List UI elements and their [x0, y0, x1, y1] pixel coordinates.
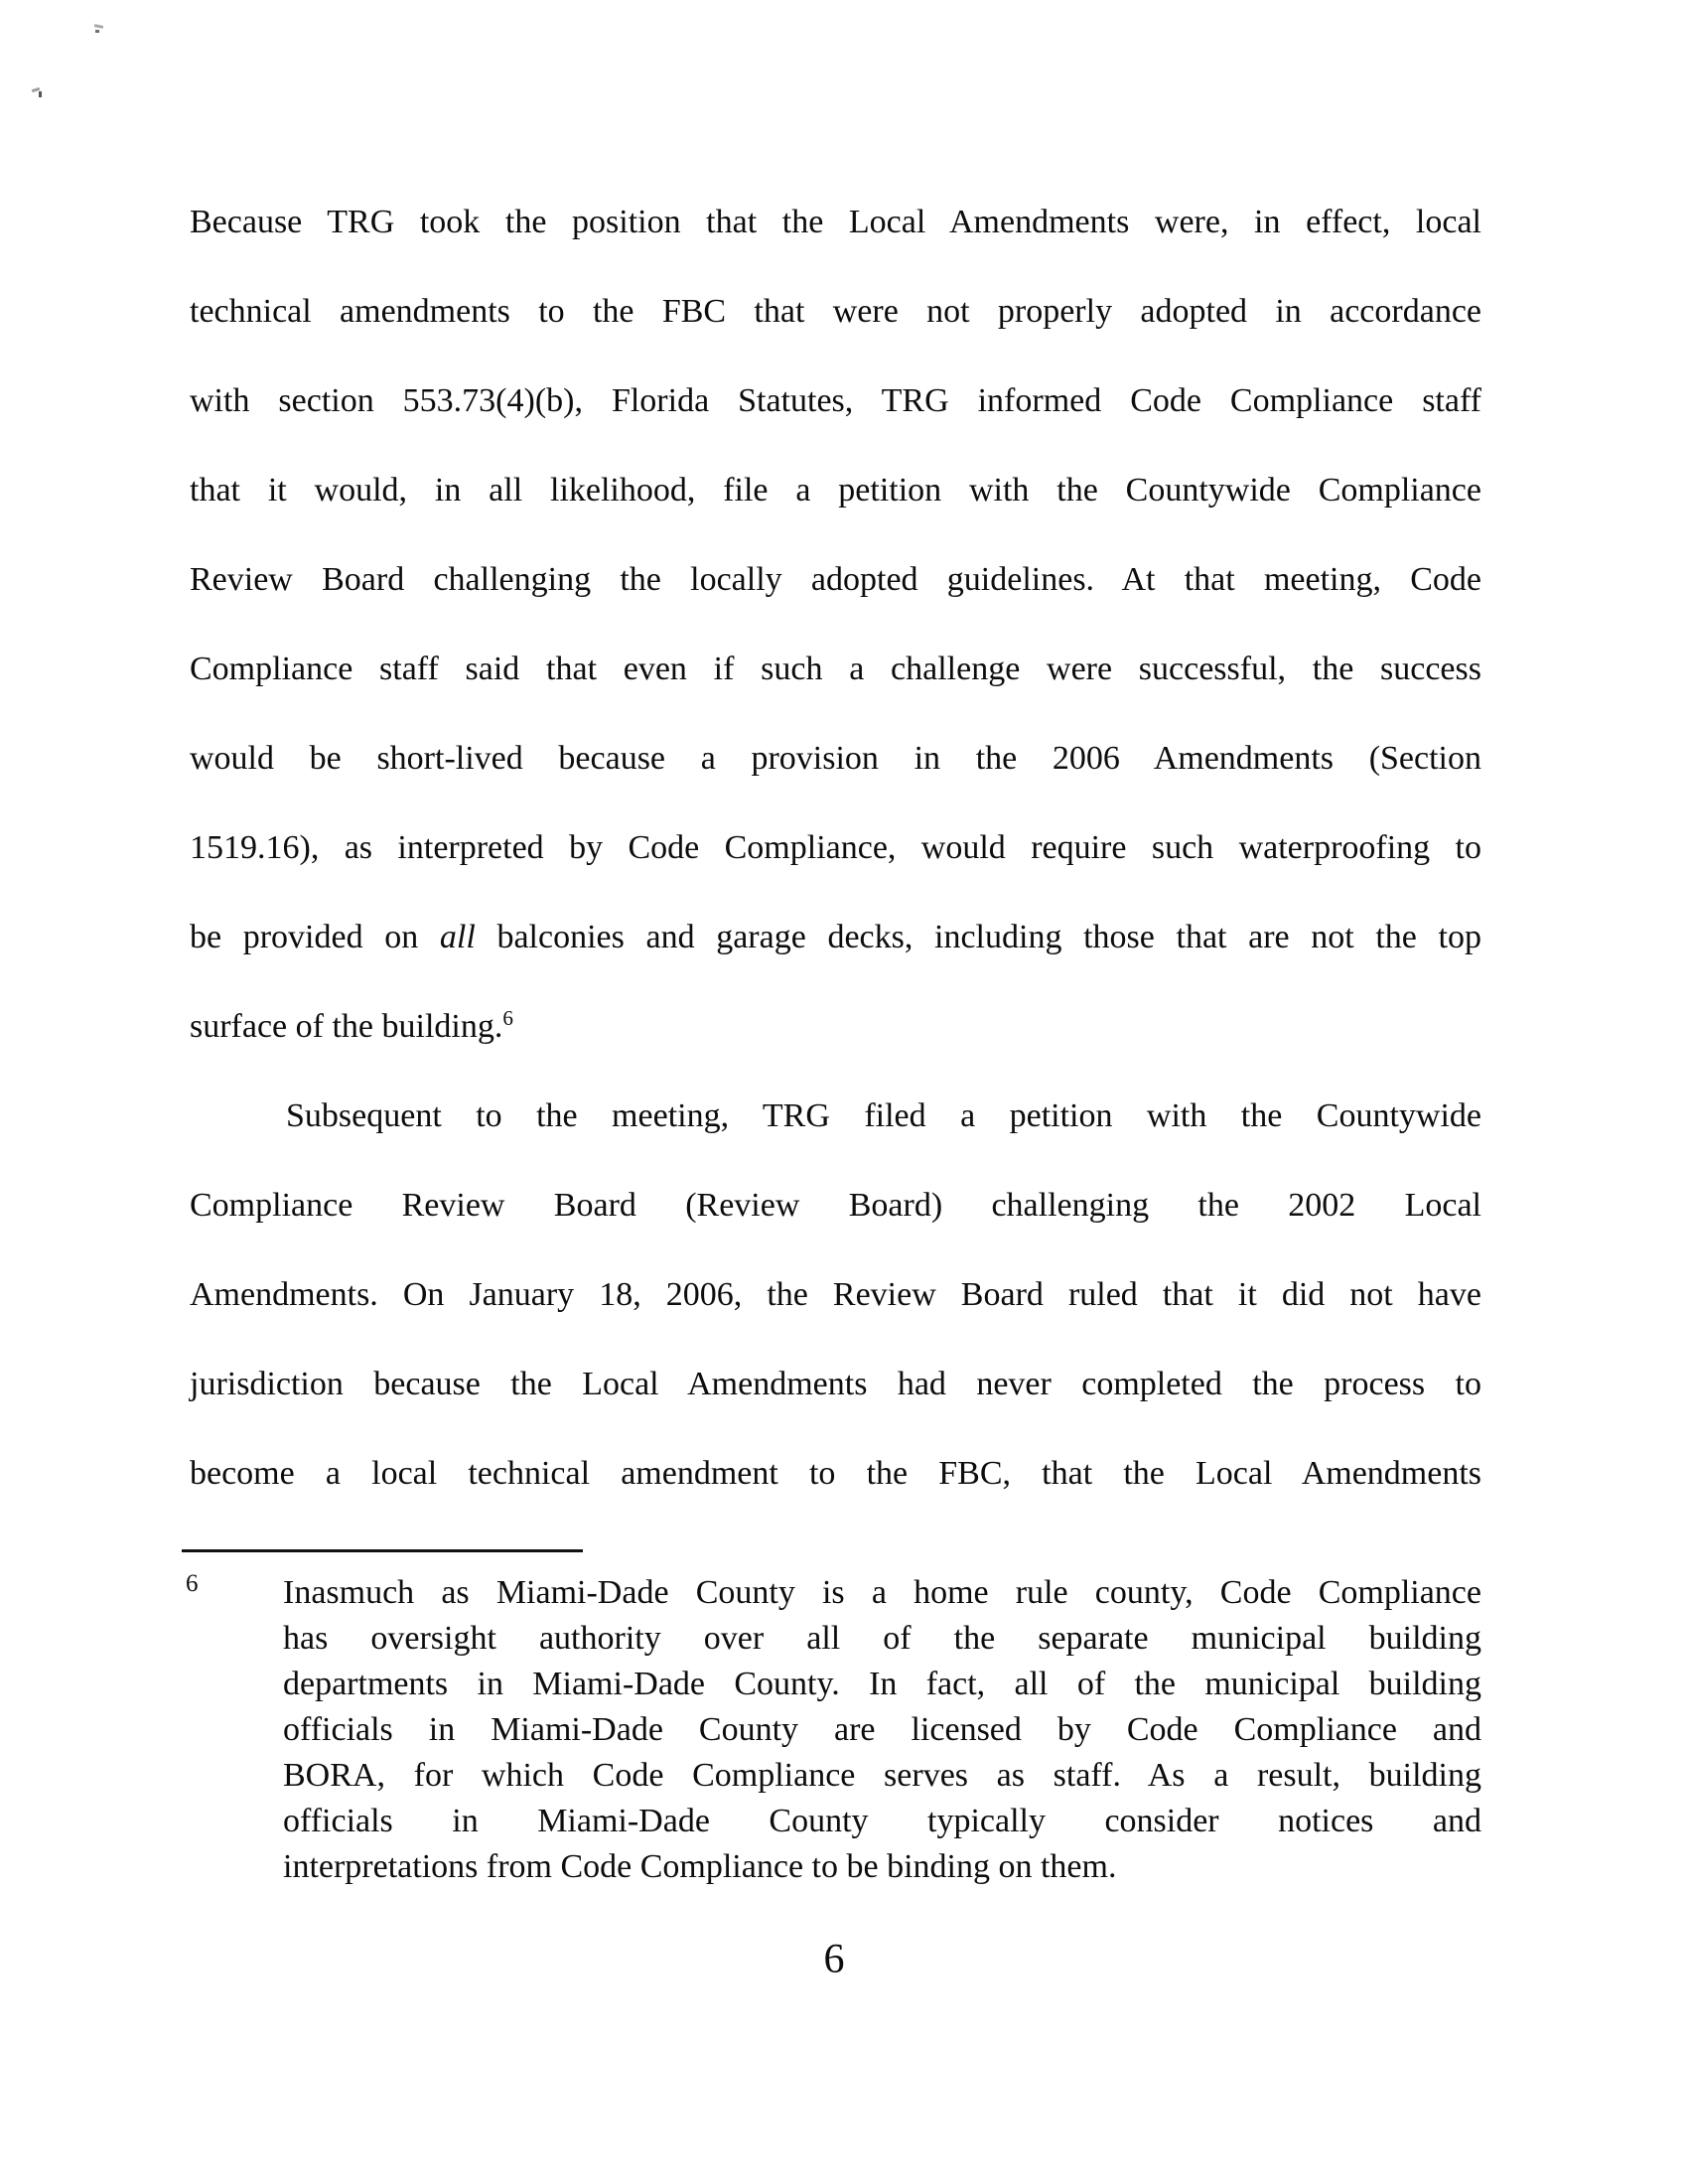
body-text	[190, 178, 1481, 1519]
text-line: has oversight authority over all of the separate municipal building	[283, 1620, 1481, 1657]
text-line	[190, 893, 1481, 982]
text-line: Review Board challenging the locally adopted guidelines. At that meeting, Code	[190, 561, 1481, 598]
page-number: 6	[823, 1937, 845, 1982]
text-line: officials in Miami-Dade County are licensed by Code Compliance and	[283, 1711, 1481, 1748]
text-line: jurisdiction because the Local Amendments had never completed the process to	[190, 1366, 1481, 1402]
text-line: departments in Miami-Dade County. In fact, all of the municipal building	[283, 1666, 1481, 1702]
text-line: would be short-lived because a provision in the 2006 Amendments (Section	[190, 740, 1481, 777]
text-line: Compliance staff said that even if such a challenge were successful, the success	[190, 651, 1481, 687]
text-line: become a local technical amendment to the FBC, that the Local Amendments	[190, 1455, 1481, 1492]
text-line: Inasmuch as Miami-Dade County is a home rule county, Code Compliance	[283, 1574, 1481, 1611]
body-paragraph	[190, 178, 1481, 1072]
text-segment: be provided on	[190, 919, 440, 955]
text-segment: surface of the building.	[190, 1008, 503, 1045]
text-line: BORA, for which Code Compliance serves as staff. As a result, building	[283, 1757, 1481, 1794]
text-segment: balconies and garage decks, including those that are not the top	[475, 919, 1481, 955]
scan-artifact	[39, 91, 42, 97]
footnote-marker: 6	[186, 1570, 199, 1597]
footnote	[186, 1570, 1481, 1890]
text-line: Compliance Review Board (Review Board) challenging the 2002 Local	[190, 1187, 1481, 1224]
text-line	[190, 982, 1481, 1072]
text-line: technical amendments to the FBC that were not properly adopted in accordance	[190, 293, 1481, 330]
footnote-text	[283, 1570, 1481, 1890]
text-line: interpretations from Code Compliance to be binding on them.	[283, 1848, 1117, 1885]
text-line: officials in Miami-Dade County typically consider notices and	[283, 1803, 1481, 1839]
text-line: Amendments. On January 18, 2006, the Review Board ruled that it did not have	[190, 1276, 1481, 1313]
text-line: Subsequent to the meeting, TRG filed a petition with the Countywide	[286, 1097, 1481, 1134]
text-line: with section 553.73(4)(b), Florida Statutes, TRG informed Code Compliance staff	[190, 382, 1481, 419]
text-line: Because TRG took the position that the Local Amendments were, in effect, local	[190, 204, 1481, 240]
text-line: 1519.16), as interpreted by Code Compliance, would require such waterproofing to	[190, 829, 1481, 866]
scan-artifact	[94, 24, 103, 29]
scan-artifact	[95, 30, 99, 33]
footnote-separator	[182, 1549, 583, 1552]
text-segment: all	[439, 919, 476, 955]
text-line: that it would, in all likelihood, file a petition with the Countywide Compliance	[190, 472, 1481, 509]
body-paragraph	[190, 1072, 1481, 1519]
footnote-reference: 6	[502, 1006, 513, 1031]
